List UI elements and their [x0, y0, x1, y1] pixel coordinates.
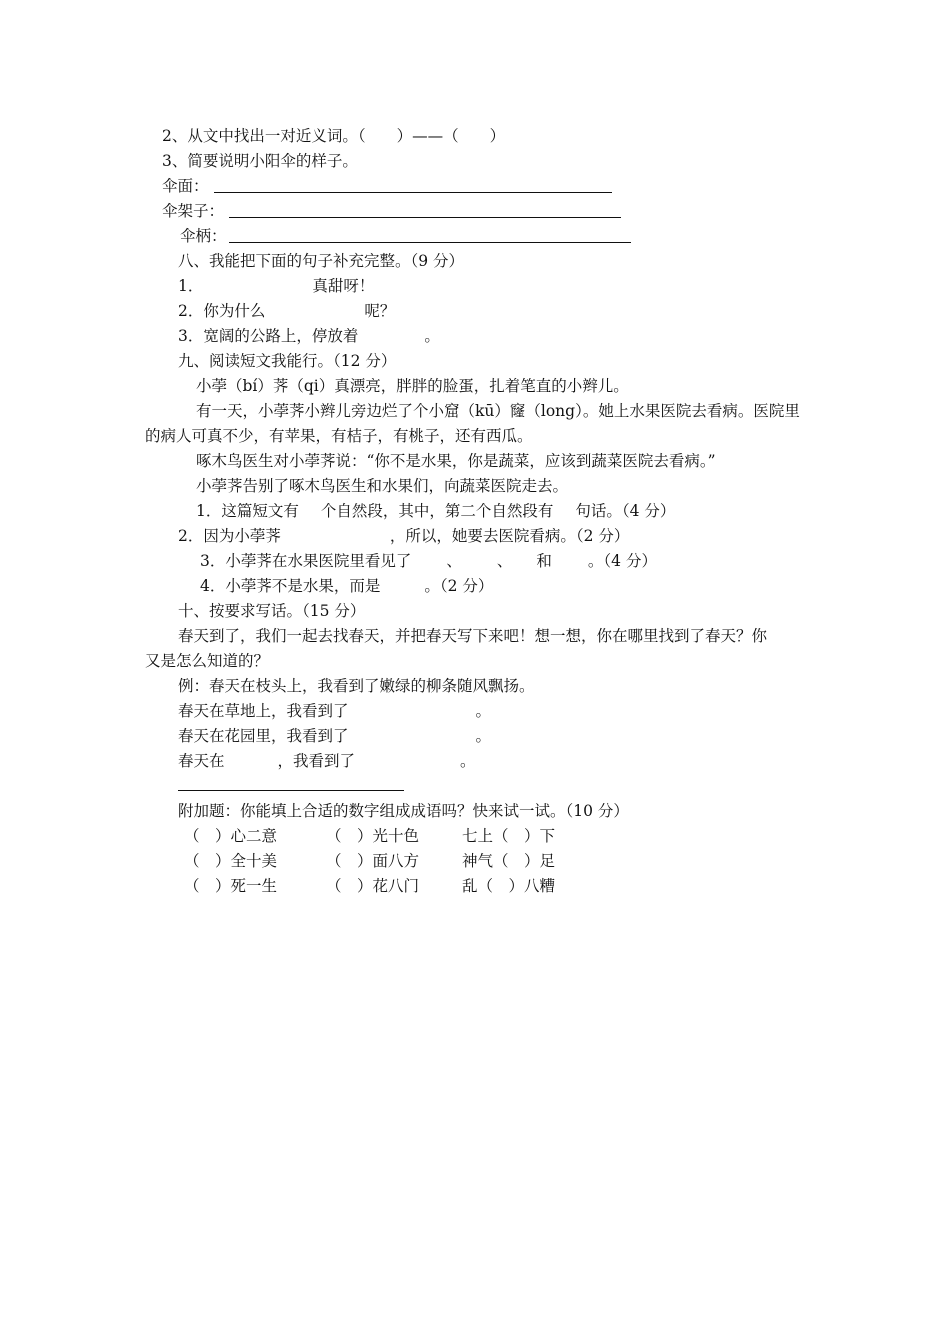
q8-sentence-3: 3．宽阔的公路上，停放着 。 [178, 327, 440, 345]
q8-heading: 八、我能把下面的句子补充完整。（9 分） [178, 252, 465, 270]
q9-question-3: 3．小荸荠在水果医院里看见了 、 、 和 。（4 分） [200, 552, 657, 570]
q9-question-2: 2．因为小荸荠 ，所以，她要去医院看病。（2 分） [178, 527, 630, 545]
q10-prompt-line-2: 又是怎么知道的？ [145, 652, 270, 670]
idiom-item: （ ）花八门 [326, 877, 420, 895]
umbrella-handle-answer-line[interactable] [229, 242, 631, 243]
q10-extra-answer-line[interactable] [178, 790, 404, 791]
umbrella-frame-answer-line[interactable] [229, 217, 621, 218]
passage-paragraph-2-line-2: 的病人可真不少，有苹果，有桔子，有桃子，还有西瓜。 [145, 427, 533, 445]
q8-sentence-2: 2．你为什么 呢？ [178, 302, 396, 320]
umbrella-frame-label: 伞架子： [162, 202, 225, 220]
umbrella-handle-label: 伞柄： [180, 227, 227, 245]
q7-item-3: 3、简要说明小阳伞的样子。 [162, 152, 358, 170]
idiom-item: （ ）全十美 [184, 852, 278, 870]
passage-paragraph-2-line-1: 有一天，小荸荠小辫儿旁边烂了个小窟（kū）窿（long）。她上水果医院去看病。医院里 [196, 402, 800, 420]
q10-line-1: 春天在草地上，我看到了 。 [178, 702, 492, 720]
passage-paragraph-1: 小荸（bí）荠（qi）真漂亮，胖胖的脸蛋，扎着笔直的小辫儿。 [196, 377, 629, 395]
passage-paragraph-4: 小荸荠告别了啄木鸟医生和水果们，向蔬菜医院走去。 [196, 477, 569, 495]
q9-question-4: 4．小荸荠不是水果，而是 。（2 分） [200, 577, 494, 595]
idiom-item: （ ）心二意 [184, 827, 278, 845]
q8-sentence-1: 1． 真甜呀！ [178, 277, 375, 295]
q10-heading: 十、按要求写话。（15 分） [178, 602, 366, 620]
umbrella-surface-answer-line[interactable] [214, 192, 612, 193]
bonus-heading: 附加题：你能填上合适的数字组成成语吗？快来试一试。（10 分） [178, 802, 629, 820]
idiom-item: （ ）面八方 [326, 852, 420, 870]
q7-item-2: 2、从文中找出一对近义词。（ ）——（ ） [162, 127, 506, 145]
q10-example: 例：春天在枝头上，我看到了嫩绿的柳条随风飘扬。 [178, 677, 535, 695]
idiom-item: 七上（ ）下 [462, 827, 556, 845]
q10-line-3: 春天在 ，我看到了 。 [178, 752, 476, 770]
idiom-item: 乱（ ）八糟 [462, 877, 556, 895]
umbrella-surface-label: 伞面： [162, 177, 209, 195]
passage-paragraph-3: 啄木鸟医生对小荸荠说：“你不是水果，你是蔬菜，应该到蔬菜医院去看病。” [196, 452, 716, 470]
q10-prompt-line-1: 春天到了，我们一起去找春天，并把春天写下来吧！想一想，你在哪里找到了春天？你 [178, 627, 768, 645]
idiom-item: （ ）死一生 [184, 877, 278, 895]
q10-line-2: 春天在花园里，我看到了 。 [178, 727, 492, 745]
idiom-item: 神气（ ）足 [462, 852, 556, 870]
idiom-item: （ ）光十色 [326, 827, 420, 845]
q9-question-1: 1．这篇短文有 个自然段，其中，第二个自然段有 句话。（4 分） [196, 502, 676, 520]
q9-heading: 九、阅读短文我能行。（12 分） [178, 352, 397, 370]
